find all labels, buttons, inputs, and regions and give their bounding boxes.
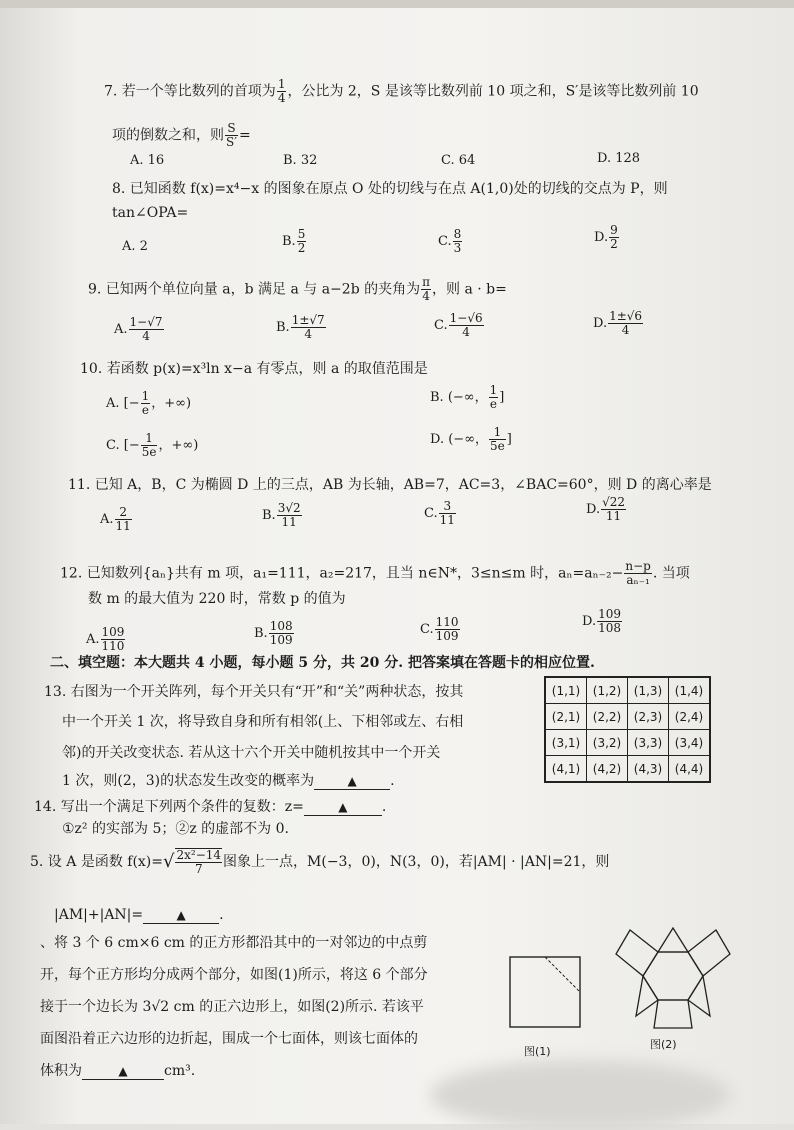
switch-array-table: [544, 676, 711, 783]
q9-option-a: [114, 316, 165, 343]
q13-line2: 中一个开关 1 次，将导致自身和所有相邻(上、下相邻或左、右相: [62, 714, 464, 730]
blank-triangle-icon: ▲: [338, 800, 348, 814]
q15-num: 2x²−14: [176, 848, 222, 862]
q9-d-num: 1±√6: [609, 309, 643, 323]
q7-text-c: 项的倒数之和，则: [112, 127, 224, 144]
figure-1-caption: 图(1): [524, 1045, 551, 1058]
q15-end: .: [219, 907, 224, 923]
switch-cell: (4,3): [628, 756, 669, 783]
q11-option-d: [586, 496, 627, 523]
switch-cell: (1,2): [587, 677, 628, 704]
q7-f1-den: 4: [277, 91, 286, 105]
q12-b-den: 109: [269, 633, 293, 647]
q9-den: 4: [422, 289, 430, 303]
shadow-smudge: [430, 1060, 730, 1130]
q8-d-frac: [609, 224, 619, 251]
q9-d-label: D.: [593, 316, 608, 331]
q9-option-c: [434, 312, 485, 339]
q10-b-post: ]: [499, 390, 505, 405]
switch-cell: (2,4): [669, 704, 711, 730]
q10-b-den: e: [489, 397, 497, 411]
q8-d-den: 2: [610, 237, 618, 251]
q9-frac: [421, 276, 431, 303]
q7-f2-num: S: [225, 122, 238, 136]
q10-b-num: 1: [489, 383, 498, 397]
q10-c-num: 1: [141, 432, 158, 446]
q8-line2: tan∠OPA=: [112, 205, 189, 221]
q10-a-pre: A. [−: [106, 396, 140, 411]
q16-answer-blank[interactable]: [82, 1064, 164, 1080]
q14-end: .: [381, 799, 387, 815]
q8-c-den: 3: [453, 241, 462, 255]
q16-end: cm³.: [164, 1063, 196, 1079]
q8-c-frac: [453, 228, 463, 255]
q9-c-label: C.: [434, 318, 448, 333]
q14-answer-blank[interactable]: [304, 800, 382, 816]
q10-a-num: 1: [141, 389, 150, 403]
q14-text: 14. 写出一个满足下列两个条件的复数：z=: [34, 799, 304, 815]
q12-option-b: [254, 620, 295, 647]
q12-a-frac: [101, 626, 126, 653]
q7-f1-num: 1: [277, 77, 286, 91]
q12-d-den: 108: [598, 621, 621, 635]
q11-line1: 11. 已知 A，B，C 为椭圆 D 上的三点，AB 为长轴，AB=7，AC=3，∠BAC=60°，则 D 的离心率是: [68, 477, 712, 493]
q16-line3: 接于一个边长为 3√2 cm 的正六边形上，如图(2)所示. 若该平: [40, 999, 424, 1015]
q9-c-frac: [449, 312, 484, 339]
blank-triangle-icon: ▲: [176, 908, 186, 922]
q7-option-a: A. 16: [130, 153, 165, 168]
q11-d-label: D.: [586, 502, 601, 517]
q11-a-frac: [115, 506, 132, 533]
q10-b-frac: [489, 384, 499, 411]
q11-c-num: 3: [439, 500, 456, 514]
q13-end: .: [390, 773, 395, 789]
q9-option-b: [276, 314, 327, 341]
switch-cell: (3,3): [628, 730, 669, 756]
q10-c-frac: [141, 432, 158, 459]
q10-c-post: ，+∞): [158, 438, 199, 453]
switch-cell: (3,1): [545, 730, 587, 756]
q8-option-c: [438, 228, 463, 255]
q13-line4: [62, 772, 395, 790]
switch-cell: (4,4): [669, 756, 711, 783]
q12-line1: [60, 560, 690, 587]
q10-d-num: 1: [489, 426, 506, 440]
q12-option-d: [582, 608, 623, 635]
q9-d-den: 4: [621, 323, 630, 337]
q13-answer-blank[interactable]: [314, 774, 390, 790]
q9-a-label: A.: [114, 322, 128, 337]
q16-line4: 面图沿着正六边形的边折起，围成一个七面体，则该七面体的: [40, 1031, 418, 1047]
q10-d-post: ]: [506, 432, 512, 447]
q10-option-a: [106, 390, 191, 417]
top-shadow: [0, 0, 794, 8]
q9-num: π: [422, 275, 430, 289]
switch-cell: (3,4): [669, 730, 711, 756]
q12-d-frac: [597, 608, 622, 635]
switch-cell: (4,2): [587, 756, 628, 783]
q11-c-den: 11: [439, 513, 455, 527]
q11-a-den: 11: [115, 519, 131, 533]
q12-option-c: [420, 616, 461, 643]
q12-c-frac: [435, 616, 460, 643]
q9-b-label: B.: [276, 320, 290, 335]
q8-option-d: [594, 224, 620, 251]
q7-fraction-1: [277, 78, 287, 105]
q16-line1: 、将 3 个 6 cm×6 cm 的正方形都沿其中的一对邻边的中点剪: [40, 935, 428, 951]
q9-d-frac: [608, 310, 643, 337]
q8-b-num: 5: [297, 227, 306, 241]
q10-d-frac: [489, 426, 506, 453]
q7-text-d: =: [238, 127, 251, 144]
q11-b-den: 11: [281, 515, 297, 529]
q13-line3: 邻)的开关改变状态. 若从这十六个开关中随机按其中一个开关: [62, 745, 441, 761]
switch-row: [545, 677, 710, 704]
sqrt-icon: √: [163, 851, 175, 872]
blank-triangle-icon: ▲: [347, 774, 357, 788]
q9-a-num: 1−√7: [129, 315, 163, 329]
q12-b-frac: [269, 620, 294, 647]
q16-line2: 开，每个正方形均分成两个部分，如图(1)所示，将这 6 个部分: [40, 967, 428, 983]
figure-2-caption: 图(2): [650, 1038, 677, 1051]
q9-option-d: [593, 310, 644, 337]
q16-text: 体积为: [40, 1063, 82, 1079]
q12-c-num: 110: [435, 615, 459, 629]
q12-b-num: 108: [269, 619, 293, 633]
q15-line1: [30, 848, 609, 876]
q9-line1: [88, 276, 507, 303]
switch-row: [545, 756, 710, 783]
q7-option-d: D. 128: [597, 151, 641, 166]
q7-text-a: 7. 若一个等比数列的首项为: [104, 83, 276, 100]
q13-line1: 13. 右图为一个开关阵列，每个开关只有“开”和“关”两种状态，按其: [44, 684, 464, 700]
figure-1-square: [508, 955, 582, 1031]
q12-a-num: 109: [101, 625, 125, 639]
q11-option-b: [262, 502, 303, 529]
q14-line1: [34, 798, 386, 816]
q10-option-d: [430, 426, 512, 453]
q9-text-a: 9. 已知两个单位向量 a，b 满足 a 与 a−2b 的夹角为: [88, 281, 421, 298]
q10-option-c: [106, 432, 198, 459]
q11-a-num: 2: [115, 506, 132, 520]
q9-b-den: 4: [304, 327, 312, 341]
q10-line1: 10. 若函数 p(x)=x³ln x−a 有零点，则 a 的取值范围是: [80, 361, 428, 377]
q9-text-b: ，则 a · b=: [432, 281, 507, 298]
q15-radicand: [175, 848, 222, 876]
q14-line2: ①z² 的实部为 5；②z 的虚部不为 0.: [62, 821, 289, 837]
q11-option-c: [424, 500, 457, 527]
section-2-heading: 二、填空题：本大题共 4 小题，每小题 5 分，共 20 分. 把答案填在答题卡的相应位置.: [50, 655, 595, 671]
q10-b-pre: B. (−∞，: [430, 390, 488, 405]
q11-d-frac: [601, 496, 626, 523]
q7-f2-den: S′: [226, 135, 237, 149]
q11-c-frac: [439, 500, 456, 527]
switch-cell: (2,1): [545, 704, 587, 730]
q11-d-num: √22: [602, 495, 626, 509]
q8-b-label: B.: [282, 234, 296, 249]
q11-b-label: B.: [262, 508, 276, 523]
q8-c-label: C.: [438, 234, 452, 249]
q9-b-num: 1±√7: [291, 313, 325, 327]
switch-cell: (2,2): [587, 704, 628, 730]
q9-c-num: 1−√6: [449, 311, 483, 325]
q12-text-a: 12. 已知数列{aₙ}共有 m 项，a₁=111，a₂=217，且当 n∈N*，3≤n≤m 时，aₙ=aₙ₋₂−: [60, 565, 624, 582]
q15-answer-blank[interactable]: [143, 908, 219, 924]
switch-cell: (1,1): [545, 677, 587, 704]
switch-row: [545, 704, 710, 730]
q12-frac: [624, 560, 651, 587]
q12-num: n−p: [625, 559, 651, 573]
blank-triangle-icon: ▲: [118, 1064, 128, 1078]
q7-text-b: ，公比为 2，S 是该等比数列前 10 项之和，S′是该等比数列前 10: [287, 83, 699, 100]
q15-den: 7: [194, 862, 203, 876]
q8-b-frac: [297, 228, 307, 255]
q8-d-label: D.: [594, 230, 609, 245]
q10-d-pre: D. (−∞，: [430, 432, 489, 447]
q15-text-b: 图象上一点，M(−3，0)，N(3，0)，若|AM| · |AN|=21，则: [223, 854, 610, 870]
q12-text-b: . 当项: [652, 565, 690, 582]
q8-line1: 8. 已知函数 f(x)=x⁴−x 的图象在原点 O 处的切线与在点 A(1,0)处的切线的交点为 P，则: [112, 181, 668, 197]
figure-2-net: [606, 914, 740, 1038]
q12-line2: 数 m 的最大值为 220 时，常数 p 的值为: [88, 591, 346, 607]
q11-b-frac: [277, 502, 302, 529]
q7-option-c: C. 64: [441, 153, 476, 168]
q10-c-den: 5e: [141, 445, 157, 459]
q11-option-a: [100, 506, 133, 533]
q12-option-a: [86, 626, 126, 653]
q9-a-den: 4: [142, 329, 150, 343]
q10-a-frac: [141, 390, 151, 417]
q13-text: 1 次，则(2，3)的状态发生改变的概率为: [62, 773, 315, 789]
switch-cell: (3,2): [587, 730, 628, 756]
q7-fraction-2: [225, 122, 238, 149]
q12-b-label: B.: [254, 626, 268, 641]
q10-c-pre: C. [−: [106, 438, 140, 453]
switch-row: [545, 730, 710, 756]
q12-den: aₙ₋₁: [626, 573, 650, 587]
q8-option-b: [282, 228, 307, 255]
q7-line2: [112, 122, 251, 149]
q11-c-label: C.: [424, 506, 438, 521]
q12-c-den: 109: [435, 629, 459, 643]
switch-cell: (4,1): [545, 756, 587, 783]
q15-line2: [54, 906, 224, 924]
q10-option-b: [430, 384, 504, 411]
q12-a-den: 110: [101, 639, 125, 653]
q9-b-frac: [291, 314, 326, 341]
q7-line1: [104, 78, 699, 105]
q8-c-num: 8: [453, 227, 462, 241]
q10-d-den: 5e: [490, 439, 505, 453]
q10-a-den: e: [141, 403, 149, 417]
q9-c-den: 4: [462, 325, 470, 339]
q9-a-frac: [129, 316, 164, 343]
q15-text-c: |AM|+|AN|=: [54, 907, 144, 923]
q8-b-den: 2: [297, 241, 306, 255]
switch-cell: (2,3): [628, 704, 669, 730]
switch-cell: (1,3): [628, 677, 669, 704]
q10-a-post: ，+∞): [151, 396, 192, 411]
q12-d-num: 109: [598, 607, 621, 621]
q12-c-label: C.: [420, 622, 434, 637]
q8-option-a: A. 2: [122, 239, 148, 254]
q11-d-den: 11: [605, 509, 622, 523]
switch-cell: (1,4): [669, 677, 711, 704]
q11-b-num: 3√2: [277, 501, 301, 515]
q11-a-label: A.: [100, 512, 114, 527]
q12-a-label: A.: [86, 632, 100, 647]
q8-d-num: 9: [610, 223, 618, 237]
q12-d-label: D.: [582, 614, 597, 629]
q15-text-a: 5. 设 A 是函数 f(x)=: [30, 854, 163, 870]
q7-option-b: B. 32: [283, 153, 318, 168]
q16-line5: [40, 1062, 195, 1080]
